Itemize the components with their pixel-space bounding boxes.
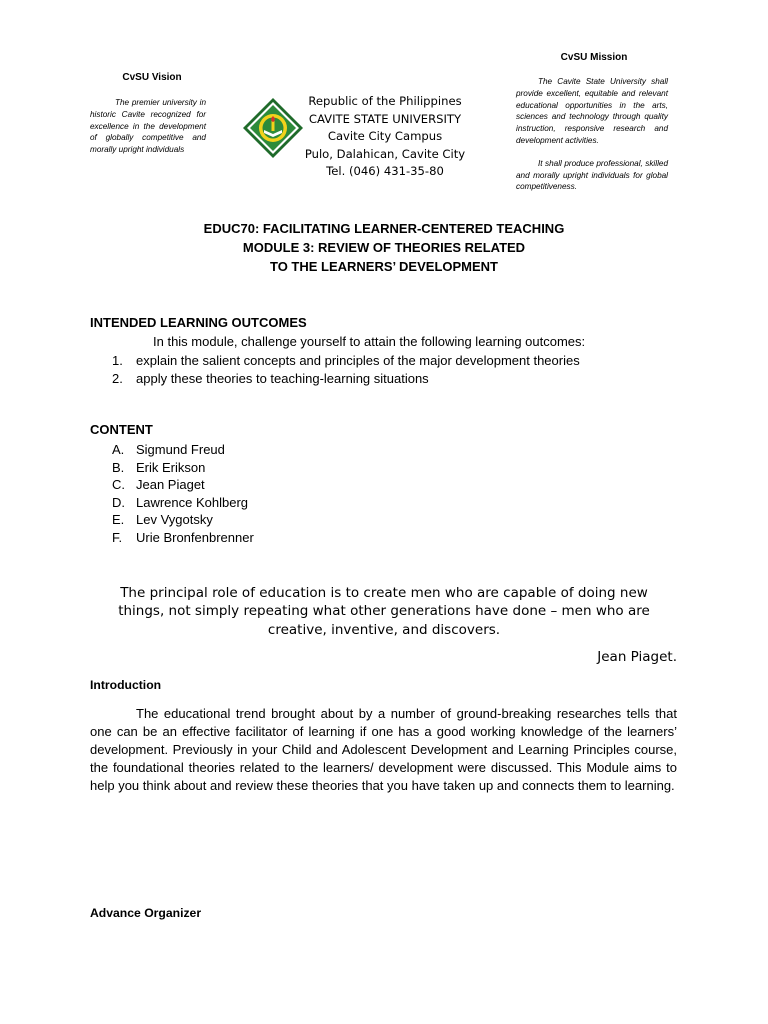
list-item: [112, 529, 254, 547]
module-subtitle-line: TO THE LEARNERS’ DEVELOPMENT: [269, 258, 498, 274]
mission-paragraph: The Cavite State University shall provide excellent, equitable and relevant educational opportunities in the arts, sciences and technology through quality instruction, responsive research and development activities.: [516, 77, 668, 145]
university-seal-logo: [242, 97, 304, 159]
mission-block: [516, 52, 668, 193]
address-line-university: CAVITE STATE UNIVERSITY: [308, 111, 462, 126]
address-line-location: Pulo, Dalahican, Cavite City: [304, 146, 466, 161]
course-title-line: EDUC70: FACILITATING LEARNER-CENTERED TEACHING: [203, 221, 565, 236]
mission-paragraph: It shall produce professional, skilled and morally upright individuals for global competitiveness.: [516, 158, 668, 192]
mission-title: CvSU Mission: [560, 52, 628, 63]
address-line-telephone: Tel. (046) 431-35-80: [326, 164, 444, 178]
list-item: [112, 459, 254, 477]
content-heading: CONTENT: [90, 422, 153, 437]
outcomes-list: [112, 352, 580, 387]
list-marker: E.: [112, 512, 125, 528]
quote-author: Jean Piaget.: [597, 649, 677, 665]
university-address: [300, 93, 470, 181]
list-marker: D.: [112, 494, 125, 510]
list-item: [112, 511, 254, 529]
list-marker: A.: [112, 442, 125, 457]
outcomes-heading: INTENDED LEARNING OUTCOMES: [90, 315, 307, 330]
list-item-text: Erik Erikson: [136, 459, 206, 475]
advance-organizer-heading: Advance Organizer: [90, 906, 202, 920]
list-item: [112, 441, 254, 459]
list-item-text: Urie Bronfenbrenner: [136, 529, 254, 545]
piaget-quote: The principal role of education is to create men who are capable of doing new things, not simply repeating what other generations have done – men who are creative, inventive, and discovers.: [118, 585, 650, 638]
introduction-heading: Introduction: [90, 678, 162, 692]
list-marker: C.: [112, 477, 125, 493]
vision-block: [90, 72, 206, 156]
list-marker: 2.: [112, 370, 123, 386]
address-line-republic: Republic of the Philippines: [308, 94, 462, 108]
list-item: [112, 476, 254, 494]
list-item-text: explain the salient concepts and principles of the major development theories: [136, 353, 580, 368]
list-item-text: Jean Piaget: [136, 477, 205, 493]
list-item: [112, 370, 580, 388]
list-item-text: Lawrence Kohlberg: [136, 494, 249, 510]
list-item-text: Lev Vygotsky: [136, 512, 213, 528]
address-line-campus: Cavite City Campus: [327, 129, 443, 143]
list-marker: 1.: [112, 353, 123, 368]
list-marker: B.: [112, 459, 125, 475]
content-list: [112, 441, 254, 547]
vision-title: CvSU Vision: [122, 72, 182, 83]
list-item: [112, 352, 580, 370]
list-item: [112, 494, 254, 512]
outcomes-intro: In this module, challenge yourself to attain the following learning outcomes:: [153, 334, 586, 349]
list-item-text: Sigmund Freud: [136, 442, 225, 457]
module-title: [90, 220, 678, 276]
list-marker: F.: [112, 529, 123, 545]
vision-text: The premier university in historic Cavite recognized for excellence in the development of globally competitive and morally upright individuals: [90, 98, 206, 155]
introduction-body: The educational trend brought about by a number of ground-breaking researches tells that one can be an effective facilitator of learning if one has a good working knowledge of the learners’ development. Previously in your Child and Adolescent Development and Learning Principles course, the foundational theories related to the learners/ development were discussed. This Module aims to help you think about and review these theories that you have taken up and connects them to learning.: [90, 706, 677, 793]
module-title-line: MODULE 3: REVIEW OF THEORIES RELATED: [242, 239, 526, 255]
list-item-text: apply these theories to teaching-learning situations: [136, 370, 429, 386]
